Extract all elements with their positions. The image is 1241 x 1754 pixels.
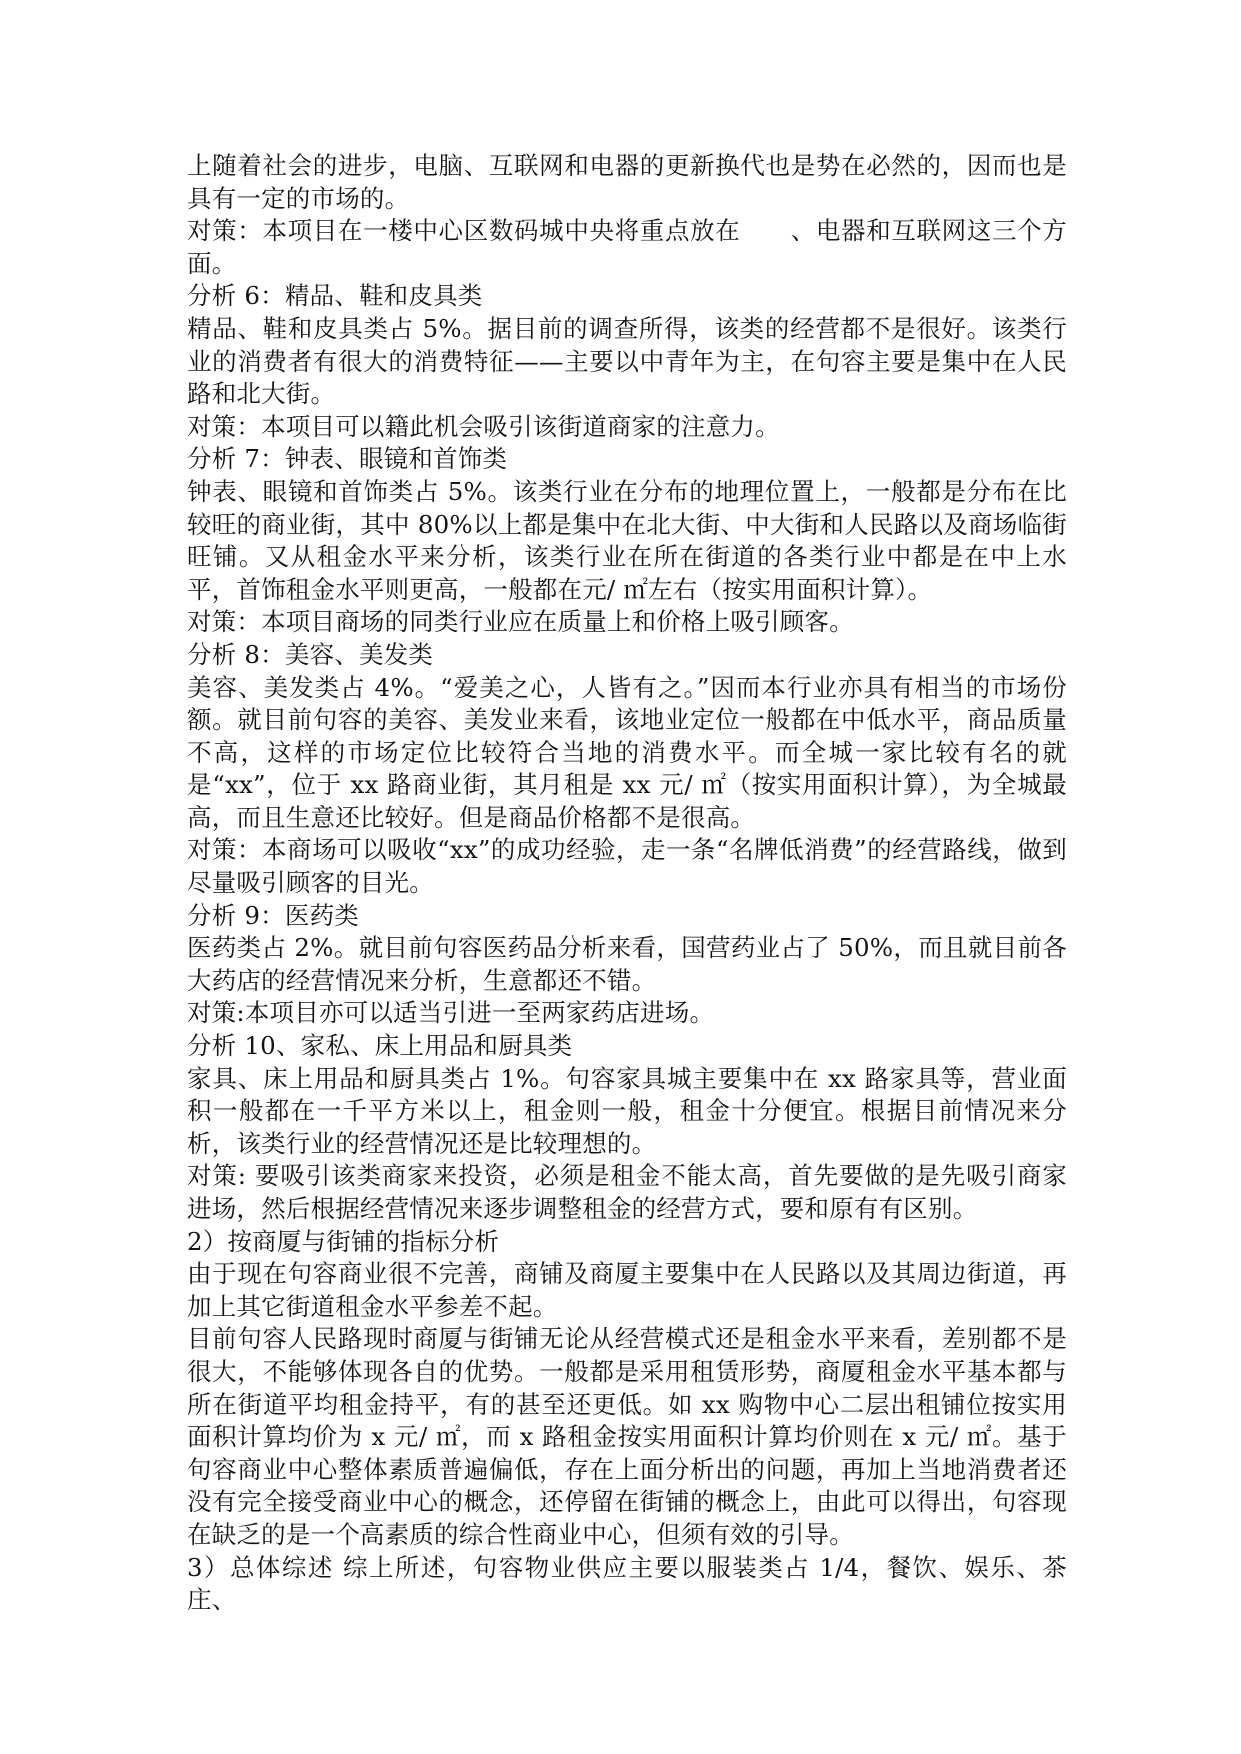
paragraph-analysis-10-body: 家具、床上用品和厨具类占 1%。句容家具城主要集中在 xx 路家具等，营业面积一般都在一千平方米以上，租金则一般，租金十分便宜。根据目前情况来分析，该类行业的经营情况还是比较理想的。 xyxy=(187,1063,1067,1158)
paragraph-analysis-6-strategy: 对策：本项目可以籍此机会吸引该街道商家的注意力。 xyxy=(187,411,780,441)
paragraph-intro-continuation: 上随着社会的进步，电脑、互联网和电器的更新换代也是势在必然的，因而也是具有一定的市场的。 xyxy=(187,151,1067,213)
paragraph-section-3-summary: 3）总体综述 综上所述，句容物业供应主要以服装类占 1/4，餐饮、娱乐、茶庄、 xyxy=(187,1552,1067,1615)
paragraph-strategy-digital: 对策：本项目在一楼中心区数码城中央将重点放在 、电器和互联网这三个方面。 xyxy=(187,216,1067,278)
paragraph-analysis-9-strategy: 对策:本项目亦可以适当引进一至两家药店进场。 xyxy=(187,998,715,1028)
paragraph-analysis-7-body: 钟表、眼镜和首饰类占 5%。该类行业在分布的地理位置上，一般都是分布在比较旺的商业街，其中 80%以上都是集中在北大街、中大街和人民路以及商场临街旺铺。又从租金水平来分析，该类行业在所在街道的各类行业中都是在中上水平，首饰租金水平则更高，一般都在元/ ㎡左右（按实用面积计算）。 xyxy=(187,476,1067,604)
paragraph-section-2-intro: 由于现在句容商业很不完善，商铺及商厦主要集中在人民路以及其周边街道，再加上其它街道租金水平参差不起。 xyxy=(187,1259,1067,1321)
paragraph-analysis-10-strategy: 对策: 要吸引该类商家来投资，必须是租金不能太高，首先要做的是先吸引商家进场，然后根据经营情况来逐步调整租金的经营方式，要和原有有区别。 xyxy=(187,1161,1067,1223)
paragraph-section-2-body: 目前句容人民路现时商厦与街铺无论从经营模式还是租金水平来看，差别都不是很大，不能够体现各自的优势。一般都是采用租赁形势，商厦租金水平基本都与所在街道平均租金持平，有的甚至还更低。如 xx 购物中心二层出租铺位按实用面积计算均价为 x 元/ ㎡，而 x 路租金按实用面积计算均价则在 x 元/ ㎡。基于句容商业中心整体素质普遍偏低，存在上面分析出的问题，再加上当地消费者还没有完全接受商业中心的概念，还停留在街铺的概念上，由此可以得出，句容现在缺乏的是一个高素质的综合性商业中心，但须有效的引导。 xyxy=(187,1324,1067,1549)
paragraph-analysis-8-strategy: 对策：本商场可以吸收“xx”的成功经验，走一条“名牌低消费”的经营路线，做到尽量吸引顾客的目光。 xyxy=(187,835,1067,898)
paragraph-analysis-6-body: 精品、鞋和皮具类占 5%。据目前的调查所得，该类的经营都不是很好。该类行业的消费者有很大的消费特征——主要以中青年为主，在句容主要是集中在人民路和北大街。 xyxy=(187,313,1067,409)
paragraph-analysis-7-strategy: 对策：本项目商场的同类行业应在质量上和价格上吸引顾客。 xyxy=(187,607,854,637)
paragraph-analysis-8-body: 美容、美发类占 4%。“爱美之心，人皆有之。”因而本行业亦具有相当的市场份额。就目前句容的美容、美发业来看，该地业定位一般都在中低水平，商品质量不高，这样的市场定位比较符合当地的消费水平。而全城一家比较有名的就是“xx”，位于 xx 路商业街，其月租是 xx 元/ ㎡（按实用面积计算），为全城最高，而且生意还比较好。但是商品价格都不是很高。 xyxy=(187,672,1067,832)
heading-analysis-6: 分析 6：精品、鞋和皮具类 xyxy=(187,281,483,311)
document-body xyxy=(187,150,1067,1617)
heading-analysis-8: 分析 8：美容、美发类 xyxy=(187,639,434,669)
heading-analysis-10: 分析 10、家私、床上用品和厨具类 xyxy=(187,1031,573,1061)
heading-section-2: 2）按商厦与街铺的指标分析 xyxy=(187,1226,500,1256)
heading-analysis-9: 分析 9：医药类 xyxy=(187,900,359,930)
paragraph-analysis-9-body: 医药类占 2%。就目前句容医药品分析来看，国营药业占了 50%，而且就目前各大药店的经营情况来分析，生意都还不错。 xyxy=(187,933,1067,995)
heading-analysis-7: 分析 7：钟表、眼镜和首饰类 xyxy=(187,444,508,474)
